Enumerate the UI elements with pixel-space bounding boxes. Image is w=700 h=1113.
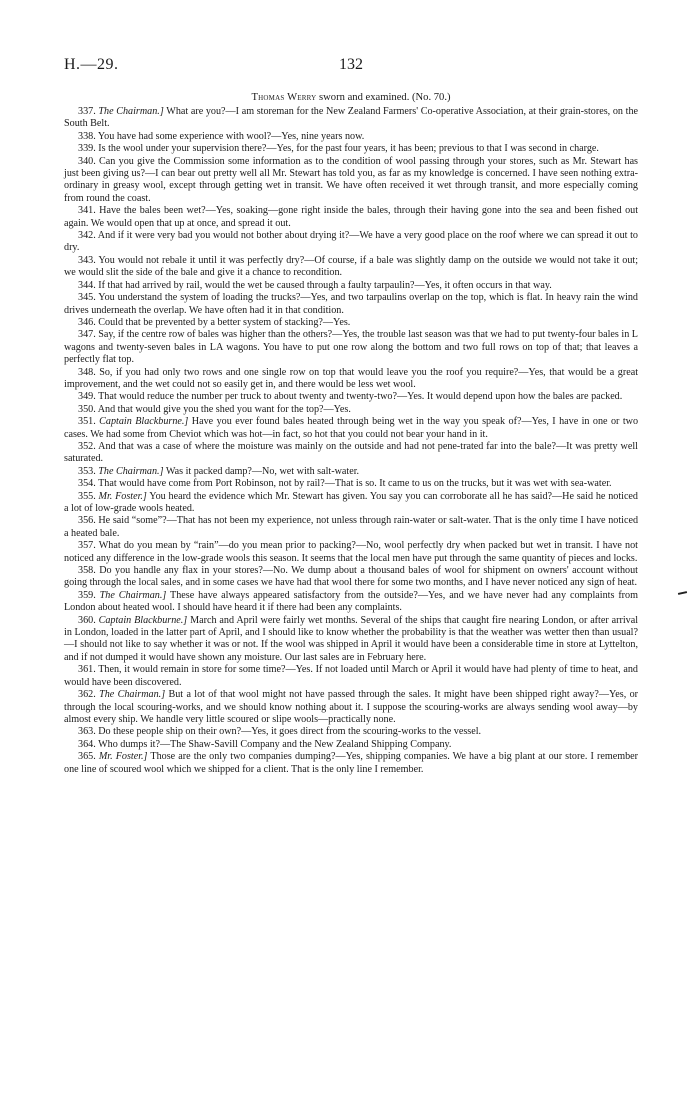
question-paragraph (64, 156, 638, 206)
question-number: 350. (78, 403, 96, 415)
question-text: You heard the evidence which Mr. Stewart has given. You say you can corroborate all he has said?—He said he noticed a lot of low-grade wools heated. (64, 490, 638, 514)
question-number: 357. (78, 540, 96, 552)
speaker-name: The Chairman.] (99, 589, 167, 601)
question-number: 355. (78, 490, 96, 502)
question-number: 363. (78, 726, 96, 738)
question-text: But a lot of that wool might not have passed through the sales. It might have been shipped right away?—Yes, or through the local scouring-works, and we should know nothing about it. I suppose the scouring-works are always sending wool away—by almost every ship. We handle very little scoured or slipe wools—practically none. (64, 689, 639, 725)
question-text: And that was a case of where the moisture was mainly on the outside and had not pene-trated far into the bale?—It was pretty well saturated. (64, 440, 638, 465)
question-paragraph (64, 292, 638, 317)
question-number: 349. (78, 391, 96, 403)
question-text: Do you handle any flax in your stores?—No. We dump about a thousand bales of wool for shipment on owners' account without going through the local sales, and in some cases we have had that wool there for some two months, and I have never noticed any sign of heat. (64, 565, 638, 589)
question-paragraph (64, 205, 638, 230)
question-paragraph (64, 391, 638, 403)
question-text: Have the bales been wet?—Yes, soaking—gone right inside the bales, through their having gone into the sea and been fished out again. We would open that up at once, and spread it out. (64, 205, 639, 229)
question-number: 337. (78, 106, 96, 117)
question-number: 361. (78, 664, 96, 676)
questions-list (64, 106, 638, 776)
question-paragraph (64, 726, 638, 738)
question-paragraph (64, 751, 638, 776)
question-number: 356. (78, 515, 96, 527)
speaker-name: The Chairman.] (99, 689, 166, 701)
question-number: 353. (78, 465, 96, 477)
question-paragraph (64, 466, 638, 478)
question-number: 364. (78, 738, 96, 750)
question-text: These have always appeared satisfactory from the outside?—Yes, and we have never had any complaints from London about heated wool. I should have heard it if there had been any complaints. (64, 589, 638, 614)
question-number: 342. (78, 230, 96, 242)
question-text: And that would give you the shed you want for the top?—Yes. (97, 403, 351, 415)
question-text: Then, it would remain in store for some time?—Yes. If not loaded until March or April it would have had plenty of time to heat, and would have been discovered. (64, 664, 638, 688)
question-paragraph (64, 441, 638, 466)
document-reference: H.—29. (64, 56, 119, 73)
page-number: 132 (339, 56, 363, 73)
question-paragraph (64, 739, 638, 751)
witness-heading (64, 92, 638, 103)
question-text: What are you?—I am storeman for the New Zealand Farmers' Co-operative Association, at their grain-stores, on the South Belt. (64, 106, 638, 130)
witness-name: Thomas Werry (251, 92, 317, 103)
question-text: Say, if the centre row of bales was higher than the others?—Yes, the trouble last season was that we had to put twenty-four bales in L wagons and twenty-seven bales in LA wagons. You have to put one row along the bottom and two full rows on top of that; that leaves a perfectly flat top. (64, 329, 638, 366)
question-text: Who dumps it?—The Shaw-Savill Company and the New Zealand Shipping Company. (98, 738, 452, 750)
question-number: 362. (78, 689, 96, 701)
question-text: Is the wool under your supervision there?—Yes, for the past four years, it has been; previous to that I was second in charge. (98, 143, 599, 155)
question-text: Could that be prevented by a better system of stacking?—Yes. (98, 316, 351, 328)
speaker-name: Mr. Foster.] (98, 490, 147, 502)
speaker-name: Captain Blackburne.] (98, 614, 188, 626)
question-text: March and April were fairly wet months. Several of the ships that caught fire nearing London, or after arrival in London, loaded in the latter part of April, and I should like to know whether the probability is that the weather was wetter then than usual?—I should not like to say whether it was or not. If the wool was shipped in April it would have been a considerable time in store at Lyttelton, and if not dumped it would have shown any moisture. Our last sales are in February here. (64, 614, 639, 663)
speaker-name: The Chairman.] (98, 465, 164, 477)
question-paragraph (64, 131, 638, 143)
question-number: 340. (78, 155, 96, 167)
question-paragraph (64, 491, 638, 516)
page-header (64, 56, 638, 80)
question-text: So, if you had only two rows and one single row on top that would leave you the roof you require?—Yes, that would be a great improvement, and the wet could not so easily get in, and there would be less wet wool. (64, 366, 639, 390)
question-paragraph (64, 404, 638, 416)
question-number: 365. (78, 751, 96, 763)
question-text: Was it packed damp?—No, wet with salt-water. (165, 465, 360, 477)
question-number: 351. (78, 416, 96, 428)
question-text: Can you give the Commission some information as to the condition of wool passing through your stores, such as Mr. Stewart has just been giving us?—I can bear out pretty well all Mr. Stewart has told you, as far as my knowledge is concerned. I have seen nothing extra-ordinary in greasy wool, except through getting wet in transit. We have often received it wet through transit, and more especially coming from round the coast. (64, 155, 639, 204)
question-number: 359. (78, 589, 96, 601)
question-text: And if it were very bad you would not bother about drying it?—We have a very good place on the roof where we can spread it out to dry. (64, 230, 638, 254)
question-paragraph (64, 230, 638, 255)
question-paragraph (64, 143, 638, 155)
question-paragraph (64, 416, 638, 441)
question-number: 338. (78, 130, 96, 142)
question-text: That would have come from Port Robinson, not by rail?—That is so. It came to us on the trucks, but it was wet with sea-water. (98, 478, 612, 490)
question-number: 348. (78, 366, 96, 378)
question-number: 360. (78, 614, 96, 626)
question-paragraph (64, 255, 638, 280)
question-text: You would not rebale it until it was perfectly dry?—Of course, if a bale was slightly damp on the outside we would not take it out; we would slit the side of the bale and give it a chance to recondition. (64, 254, 639, 279)
question-paragraph (64, 280, 638, 292)
question-number: 354. (78, 478, 96, 490)
question-paragraph (64, 664, 638, 689)
question-number: 343. (78, 254, 96, 266)
witness-heading-rest: sworn and examined. (No. 70.) (316, 92, 451, 103)
question-text: You have had some experience with wool?—Yes, nine years now. (97, 130, 365, 142)
question-text: Have you ever found bales heated through being wet in the way you speak of?—Yes, I have in one or two cases. We had some from Cheviot which was hot—in fact, so hot that you could not bear your hand in it. (64, 416, 639, 440)
question-paragraph (64, 106, 638, 131)
question-number: 346. (78, 316, 96, 328)
question-paragraph (64, 478, 638, 490)
question-paragraph (64, 565, 638, 590)
question-text: He said “some”?—That has not been my experience, not unless through rain-water or salt-water. That is the only time I have noticed a heated bale. (64, 515, 639, 539)
question-paragraph (64, 590, 638, 615)
question-text: What do you mean by “rain”—do you mean prior to packing?—No, wool perfectly dry when packed but wet in transit. I have not noticed any difference in the low-grade wools this season. It seems that the local men have put through the same quantity of pieces and locks. (64, 540, 638, 564)
question-paragraph (64, 615, 638, 665)
margin-mark (678, 591, 687, 595)
question-number: 358. (78, 565, 96, 577)
question-paragraph (64, 329, 638, 366)
question-text: If that had arrived by rail, would the wet be caused through a faulty tarpaulin?—Yes, it often occurs in that way. (98, 279, 552, 291)
question-number: 345. (78, 292, 96, 304)
question-paragraph (64, 515, 638, 540)
question-number: 347. (78, 329, 96, 341)
question-text: You understand the system of loading the trucks?—Yes, and two tarpaulins overlap on the top, which is flat. In heavy rain the wind drives underneath the overlap. We have often had it in that condition. (64, 292, 638, 316)
question-paragraph (64, 367, 638, 392)
question-text: That would reduce the number per truck to about twenty and twenty-two?—Yes. It would depend upon how the bales are packed. (98, 391, 623, 403)
question-text: Do these people ship on their own?—Yes, it goes direct from the scouring-works to the vessel. (98, 726, 482, 738)
speaker-name: Mr. Foster.] (98, 751, 148, 763)
question-paragraph (64, 540, 638, 565)
question-number: 341. (78, 205, 96, 217)
question-text: Those are the only two companies dumping?—Yes, shipping companies. We have a big plant at our store. I remember one line of scoured wool which we shipped for a client. That is the only line I remember. (64, 751, 638, 775)
speaker-name: The Chairman.] (98, 106, 164, 117)
question-number: 352. (78, 440, 96, 452)
question-number: 339. (78, 143, 96, 155)
question-paragraph (64, 689, 638, 726)
question-number: 344. (78, 279, 96, 291)
question-paragraph (64, 317, 638, 329)
speaker-name: Captain Blackburne.] (99, 416, 189, 428)
